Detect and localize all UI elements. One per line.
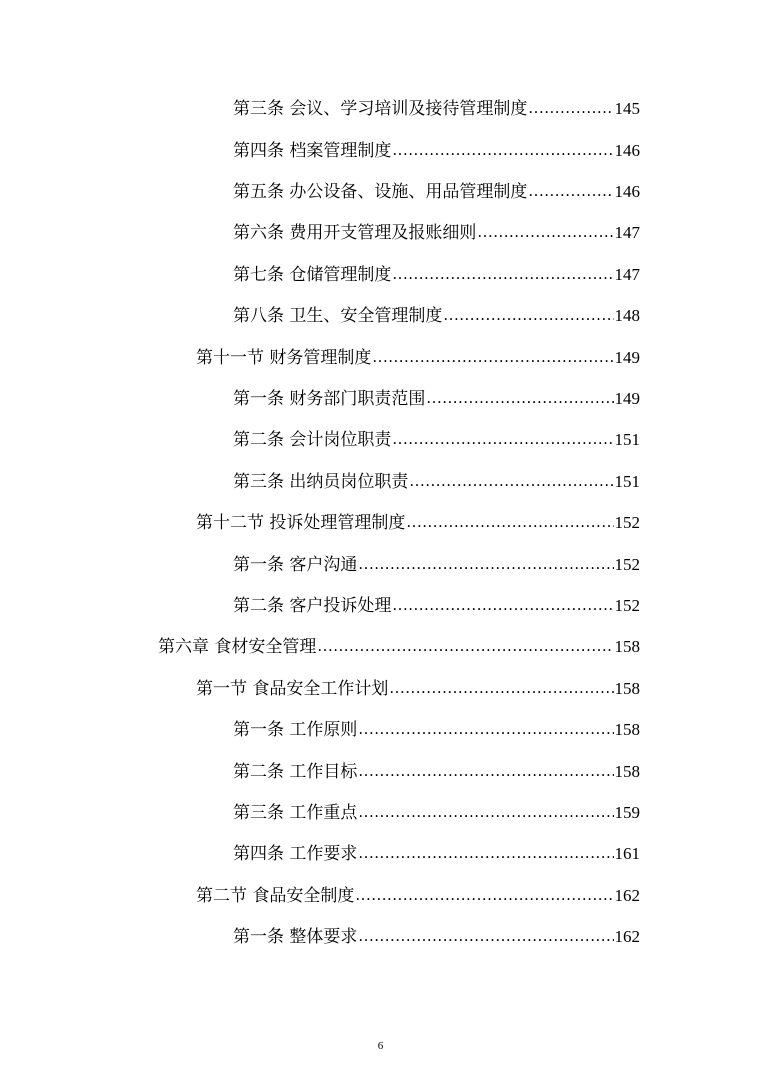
toc-dot-leader xyxy=(355,883,613,907)
toc-entry-title: 第四条 工作要求 xyxy=(233,844,358,864)
toc-entry-title: 第二条 客户投诉处理 xyxy=(233,596,392,616)
toc-dot-leader xyxy=(392,138,613,162)
toc-entry-title: 第二条 会计岗位职责 xyxy=(233,430,392,450)
toc-dot-leader xyxy=(358,552,613,576)
toc-entry-title: 第二节 食品安全制度 xyxy=(196,886,355,906)
toc-entry-page: 158 xyxy=(614,637,640,656)
toc-entry[interactable] xyxy=(233,221,640,245)
toc-entry-page: 151 xyxy=(614,472,640,491)
toc-entry[interactable] xyxy=(233,263,640,287)
toc-entry-page: 158 xyxy=(614,762,640,781)
toc-entry[interactable] xyxy=(233,718,640,742)
toc-dot-leader xyxy=(406,510,613,534)
toc-entry-title: 第三条 会议、学习培训及接待管理制度 xyxy=(233,99,528,119)
toc-entry[interactable] xyxy=(233,428,640,452)
toc-dot-leader xyxy=(392,427,613,451)
toc-entry[interactable] xyxy=(233,925,640,949)
toc-entry-page: 162 xyxy=(614,927,640,946)
toc-entry[interactable] xyxy=(233,97,640,121)
toc-entry-title: 第十二节 投诉处理管理制度 xyxy=(196,513,406,533)
toc-entry[interactable] xyxy=(196,511,640,535)
toc-entry[interactable] xyxy=(233,470,640,494)
toc-entry[interactable] xyxy=(196,677,640,701)
toc-dot-leader xyxy=(392,262,613,286)
toc-entry-title: 第八条 卫生、安全管理制度 xyxy=(233,306,443,326)
toc-entry-page: 147 xyxy=(614,265,640,284)
toc-entry-page: 147 xyxy=(614,223,640,242)
toc-entry-page: 161 xyxy=(614,844,640,863)
toc-entry-title: 第五条 办公设备、设施、用品管理制度 xyxy=(233,182,528,202)
toc-entry-title: 第一条 整体要求 xyxy=(233,927,358,947)
toc-entry-title: 第六章 食材安全管理 xyxy=(158,637,317,657)
toc-entry-title: 第十一节 财务管理制度 xyxy=(196,348,372,368)
toc-entry[interactable] xyxy=(233,801,640,825)
toc-entry-title: 第三条 工作重点 xyxy=(233,803,358,823)
toc-entry-title: 第一节 食品安全工作计划 xyxy=(196,679,389,699)
toc-entry-page: 158 xyxy=(614,720,640,739)
toc-entry-page: 152 xyxy=(614,513,640,532)
toc-entry-title: 第一条 工作原则 xyxy=(233,720,358,740)
toc-entry[interactable] xyxy=(233,842,640,866)
toc-entry[interactable] xyxy=(158,635,640,659)
toc-entry[interactable] xyxy=(233,180,640,204)
toc-entry[interactable] xyxy=(233,304,640,328)
toc-entry-title: 第二条 工作目标 xyxy=(233,762,358,782)
toc-entry-page: 149 xyxy=(614,348,640,367)
toc-entry-page: 146 xyxy=(614,141,640,160)
toc-dot-leader xyxy=(358,800,613,824)
toc-entry[interactable] xyxy=(233,139,640,163)
toc-dot-leader xyxy=(426,386,613,410)
toc-entry[interactable] xyxy=(233,387,640,411)
toc-dot-leader xyxy=(409,469,613,493)
toc-entry-page: 158 xyxy=(614,679,640,698)
toc-entry[interactable] xyxy=(233,594,640,618)
toc-entry-page: 152 xyxy=(614,596,640,615)
toc-entry-title: 第七条 仓储管理制度 xyxy=(233,265,392,285)
toc-entry[interactable] xyxy=(233,553,640,577)
toc-dot-leader xyxy=(443,303,613,327)
toc-entry-page: 146 xyxy=(614,182,640,201)
toc-entry-page: 152 xyxy=(614,555,640,574)
toc-entry-page: 149 xyxy=(614,389,640,408)
toc-dot-leader xyxy=(528,179,613,203)
toc-entry-page: 145 xyxy=(614,99,640,118)
toc-dot-leader xyxy=(477,220,613,244)
toc-entry-page: 151 xyxy=(614,430,640,449)
toc-entry-title: 第四条 档案管理制度 xyxy=(233,141,392,161)
toc-entry-page: 162 xyxy=(614,886,640,905)
toc-dot-leader xyxy=(389,676,613,700)
toc-dot-leader xyxy=(528,96,613,120)
toc-entry[interactable] xyxy=(196,346,640,370)
toc-entry-page: 159 xyxy=(614,803,640,822)
toc-dot-leader xyxy=(317,634,613,658)
toc-entry-title: 第六条 费用开支管理及报账细则 xyxy=(233,223,477,243)
toc-entry[interactable] xyxy=(233,760,640,784)
toc-entry-title: 第三条 出纳员岗位职责 xyxy=(233,472,409,492)
toc-entry-page: 148 xyxy=(614,306,640,325)
toc-dot-leader xyxy=(372,345,613,369)
toc-entry-title: 第一条 财务部门职责范围 xyxy=(233,389,426,409)
toc-entry[interactable] xyxy=(196,884,640,908)
toc-dot-leader xyxy=(392,593,613,617)
page-number: 6 xyxy=(377,1040,384,1052)
toc-dot-leader xyxy=(358,717,613,741)
toc-dot-leader xyxy=(358,759,613,783)
toc-entry-title: 第一条 客户沟通 xyxy=(233,555,358,575)
toc-dot-leader xyxy=(358,924,613,948)
toc-dot-leader xyxy=(358,841,613,865)
